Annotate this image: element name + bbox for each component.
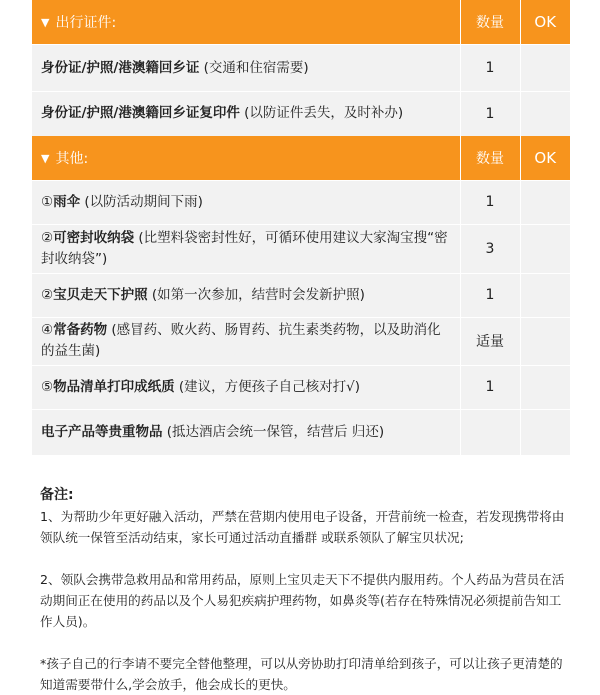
section-title — [32, 0, 460, 45]
table-row — [32, 180, 570, 224]
section-title-text: 其他: — [55, 150, 89, 167]
item-note: (以防证件丢失，及时补办) — [239, 105, 404, 122]
qty-cell: 1 — [460, 273, 520, 317]
item-note: (建议，方便孩子自己核对打√) — [174, 378, 361, 395]
table-row — [32, 409, 570, 455]
note-paragraph-3: *孩子自己的行李请不要完全替他整理，可以从旁协助打印清单给到孩子，可以让孩子更清楚的知道需要带什么,学会放手，他会成长的更快。 — [40, 656, 563, 692]
item-name: 雨伞 — [53, 193, 81, 210]
table-row — [32, 273, 570, 317]
item-number: ⑤ — [41, 378, 54, 395]
section-title — [32, 136, 460, 181]
item-note: (比塑料袋密封性好，可循环使用建议大家淘宝搜“密封收纳袋”) — [41, 229, 448, 267]
qty-cell: 1 — [460, 180, 520, 224]
table-row — [32, 224, 570, 273]
qty-cell: 适量 — [460, 317, 520, 365]
item-name: 宝贝走天下护照 — [53, 286, 148, 303]
item-cell — [32, 273, 460, 317]
note-paragraph-2: 2、领队会携带急救用品和常用药品，原则上宝贝走天下不提供内服用药。个人药品为营员在活动期间正在使用的药品以及个人易犯疾病护理药物，如鼻炎等(若存在特殊情况必须提前告知工作人员)。 — [40, 572, 565, 629]
notes-section — [40, 485, 570, 695]
notes-title: 备注: — [40, 487, 74, 503]
item-cell — [32, 365, 460, 409]
item-cell — [32, 92, 460, 136]
item-cell — [32, 409, 460, 455]
note-paragraph-1: 1、为帮助少年更好融入活动，严禁在营期内使用电子设备，开营前统一检查，若发现携带将由领队统一保管至活动结束，家长可通过活动直播群 或联系领队了解宝贝状况; — [40, 509, 565, 545]
section-title-text: 出行证件: — [55, 15, 117, 31]
ok-checkbox-cell[interactable] — [520, 409, 570, 455]
section-header-documents — [32, 0, 570, 45]
item-cell — [32, 317, 460, 365]
triangle-down-icon: ▼ — [41, 151, 50, 165]
checklist-table — [32, 0, 570, 455]
item-cell — [32, 45, 460, 92]
ok-checkbox-cell[interactable] — [520, 224, 570, 273]
item-note: (交通和住宿需要) — [199, 59, 309, 76]
item-cell — [32, 180, 460, 224]
item-name: 可密封收纳袋 — [53, 229, 135, 246]
ok-checkbox-cell[interactable] — [520, 180, 570, 224]
qty-header: 数量 — [460, 0, 520, 45]
table-row — [32, 317, 570, 365]
item-note: (如第一次参加，结营时会发新护照) — [147, 286, 365, 303]
ok-header: OK — [520, 0, 570, 45]
item-number: ② — [41, 286, 54, 303]
item-number: ① — [41, 193, 54, 210]
ok-checkbox-cell[interactable] — [520, 365, 570, 409]
qty-cell: 1 — [460, 365, 520, 409]
section-header-other — [32, 136, 570, 181]
table-row — [32, 45, 570, 92]
item-number: ④ — [41, 322, 54, 338]
qty-cell: 1 — [460, 45, 520, 92]
qty-cell: 1 — [460, 92, 520, 136]
ok-checkbox-cell[interactable] — [520, 45, 570, 92]
ok-checkbox-cell[interactable] — [520, 317, 570, 365]
item-cell — [32, 224, 460, 273]
qty-cell: 3 — [460, 224, 520, 273]
ok-checkbox-cell[interactable] — [520, 273, 570, 317]
ok-checkbox-cell[interactable] — [520, 92, 570, 136]
triangle-down-icon: ▼ — [41, 16, 50, 29]
item-note: (抵达酒店会统一保管，结营后 归还) — [162, 423, 385, 440]
item-name: 物品清单打印成纸质 — [53, 378, 175, 395]
item-name: 身份证/护照/港澳籍回乡证复印件 — [41, 105, 240, 122]
item-number: ② — [41, 229, 54, 246]
item-name: 电子产品等贵重物品 — [41, 423, 163, 440]
item-note: (以防活动期间下雨) — [80, 193, 203, 210]
item-note: (感冒药、败火药、肠胃药、抗生素类药物，以及助消化的益生菌) — [41, 322, 441, 359]
item-name: 身份证/护照/港澳籍回乡证 — [41, 59, 200, 76]
qty-header: 数量 — [460, 136, 520, 181]
item-name: 常备药物 — [53, 322, 108, 338]
checklist-table-wrap — [32, 0, 570, 455]
ok-header: OK — [520, 136, 570, 181]
qty-cell — [460, 409, 520, 455]
table-row — [32, 92, 570, 136]
table-row — [32, 365, 570, 409]
